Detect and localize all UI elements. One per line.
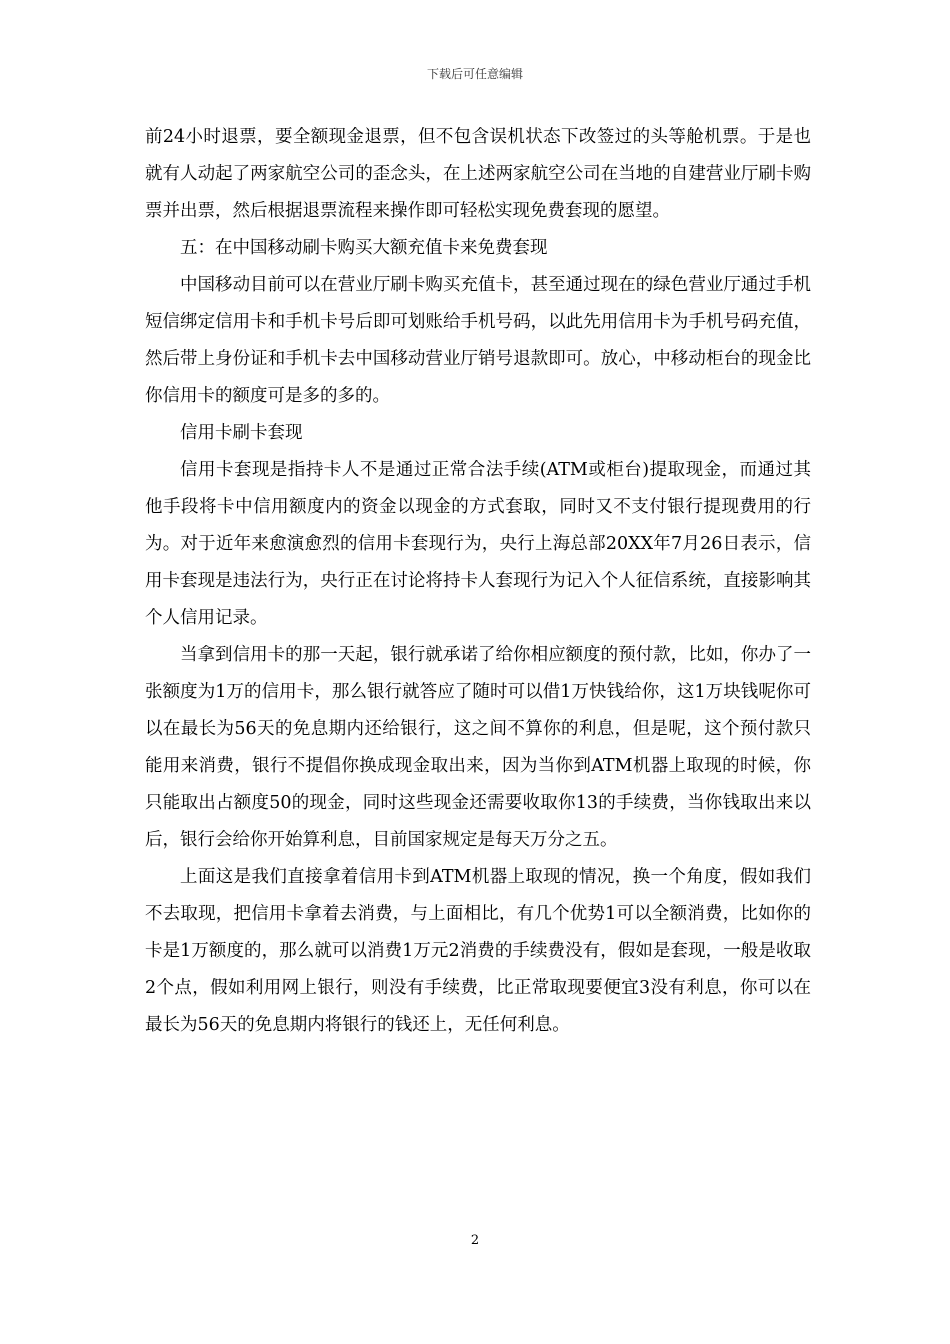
paragraph-china-mobile: 中国移动目前可以在营业厅刷卡购买充值卡，甚至通过现在的绿色营业厅通过手机短信绑定信用卡和手机卡号后即可划账给手机号码，以此先用信用卡为手机号码充值，然后带上身份证和手机卡去中国移动营业厅销号退款即可。放心，中移动柜台的现金比你信用卡的额度可是多的多的。	[145, 275, 811, 406]
page-number: 2	[470, 1233, 480, 1248]
section-heading-china-mobile: 五：在中国移动刷卡购买大额充值卡来免费套现	[180, 238, 548, 258]
paragraph-consumption-advantages: 上面这是我们直接拿着信用卡到ATM机器上取现的情况，换一个角度，假如我们不去取现，把信用卡拿着去消费，与上面相比，有几个优势1可以全额消费，比如你的卡是1万额度的，那么就可以消费1万元2消费的手续费没有，假如是套现，一般是收取2个点，假如利用网上银行，则没有手续费，比正常取现要便宜3没有利息，你可以在最长为56天的免息期内将银行的钱还上，无任何利息。	[145, 867, 811, 1035]
page-header: 下载后可任意编辑	[426, 67, 523, 81]
section-heading-credit-card-cashout: 信用卡刷卡套现	[180, 423, 303, 443]
document-body	[145, 119, 811, 1044]
paragraph-prepayment: 当拿到信用卡的那一天起，银行就承诺了给你相应额度的预付款，比如，你办了一张额度为1万的信用卡，那么银行就答应了随时可以借1万快钱给你，这1万块钱呢你可以在最长为56天的免息期内还给银行，这之间不算你的利息，但是呢，这个预付款只能用来消费，银行不提倡你换成现金取出来，因为当你到ATM机器上取现的时候，你只能取出占额度50的现金，同时这些现金还需要收取你13的手续费，当你钱取出来以后，银行会给你开始算利息，目前国家规定是每天万分之五。	[145, 645, 811, 850]
paragraph-refund-continuation: 前24小时退票，要全额现金退票，但不包含误机状态下改签过的头等舱机票。于是也就有人动起了两家航空公司的歪念头，在上述两家航空公司在当地的自建营业厅刷卡购票并出票，然后根据退票流程来操作即可轻松实现免费套现的愿望。	[145, 127, 811, 221]
paragraph-cashout-definition: 信用卡套现是指持卡人不是通过正常合法手续(ATM或柜台)提取现金，而通过其他手段将卡中信用额度内的资金以现金的方式套取，同时又不支付银行提现费用的行为。对于近年来愈演愈烈的信用卡套现行为，央行上海总部20XX年7月26日表示，信用卡套现是违法行为，央行正在讨论将持卡人套现行为记入个人征信系统，直接影响其个人信用记录。	[145, 460, 811, 628]
